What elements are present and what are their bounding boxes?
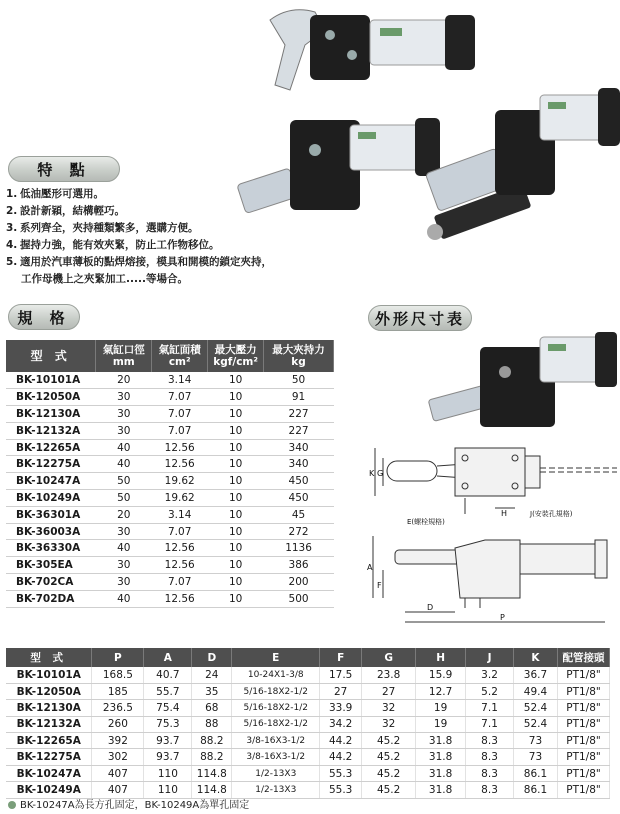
spec-value-cell: 40 bbox=[96, 456, 152, 473]
dim-value-cell: 68 bbox=[192, 700, 232, 716]
spec-value-cell: 227 bbox=[264, 406, 334, 423]
spec-value-cell: 10 bbox=[208, 406, 264, 423]
dim-model-cell: BK-12050A bbox=[6, 683, 92, 699]
spec-value-cell: 12.56 bbox=[152, 557, 208, 574]
spec-value-cell: 19.62 bbox=[152, 473, 208, 490]
dim-value-cell: PT1/8" bbox=[557, 716, 609, 732]
dim-label-P: P bbox=[500, 613, 505, 622]
clamp-photo-top bbox=[270, 10, 475, 90]
dim-table-row bbox=[6, 700, 610, 716]
dimension-drawing-top-view bbox=[355, 436, 620, 528]
dim-label-E: E(螺栓規格) bbox=[407, 518, 445, 526]
footnote: BK-10247A為長方孔固定，BK-10249A為單孔固定 bbox=[8, 796, 249, 811]
spec-table-row bbox=[6, 389, 334, 406]
dim-label-K: K bbox=[369, 469, 375, 478]
dim-value-cell: 7.1 bbox=[466, 700, 514, 716]
spec-table-row bbox=[6, 506, 334, 523]
spec-value-cell: 10 bbox=[208, 540, 264, 557]
dim-value-cell: 3.2 bbox=[466, 667, 514, 683]
dim-value-cell: 1/2-13X3 bbox=[232, 782, 320, 798]
dim-label-A: A bbox=[367, 563, 373, 572]
spec-value-cell: 10 bbox=[208, 523, 264, 540]
spec-model-cell: BK-10247A bbox=[6, 473, 96, 490]
spec-value-cell: 10 bbox=[208, 439, 264, 456]
dim-header-cell: 型 式 bbox=[6, 648, 92, 667]
spec-value-cell: 10 bbox=[208, 473, 264, 490]
spec-table-row bbox=[6, 456, 334, 473]
dim-value-cell: 31.8 bbox=[416, 749, 466, 765]
dim-value-cell: 88 bbox=[192, 716, 232, 732]
dim-value-cell: 45.2 bbox=[362, 782, 416, 798]
dim-value-cell: 407 bbox=[92, 765, 144, 781]
spec-model-cell: BK-10249A bbox=[6, 490, 96, 507]
feature-item-continuation: 工作母機上之夾緊加工.....等場合。 bbox=[21, 273, 188, 285]
dim-table-row bbox=[6, 667, 610, 683]
spec-value-cell: 50 bbox=[264, 372, 334, 389]
dim-value-cell: 55.7 bbox=[144, 683, 192, 699]
spec-value-cell: 10 bbox=[208, 389, 264, 406]
dim-value-cell: 55.3 bbox=[320, 765, 362, 781]
spec-table-row bbox=[6, 540, 334, 557]
features-heading: 特 點 bbox=[8, 156, 120, 182]
spec-value-cell: 7.07 bbox=[152, 389, 208, 406]
spec-value-cell: 12.56 bbox=[152, 590, 208, 607]
dim-value-cell: 52.4 bbox=[514, 700, 558, 716]
dim-value-cell: 3/8-16X3-1/2 bbox=[232, 733, 320, 749]
dim-value-cell: 93.7 bbox=[144, 749, 192, 765]
spec-value-cell: 10 bbox=[208, 456, 264, 473]
dim-value-cell: 5/16-18X2-1/2 bbox=[232, 683, 320, 699]
spec-value-cell: 50 bbox=[96, 473, 152, 490]
dim-value-cell: 260 bbox=[92, 716, 144, 732]
spec-value-cell: 30 bbox=[96, 557, 152, 574]
spec-value-cell: 20 bbox=[96, 506, 152, 523]
dim-header-cell: A bbox=[144, 648, 192, 667]
spec-value-cell: 272 bbox=[264, 523, 334, 540]
dim-value-cell: 73 bbox=[514, 733, 558, 749]
dim-label-G: G bbox=[377, 469, 384, 478]
dim-value-cell: 88.2 bbox=[192, 733, 232, 749]
spec-table-row bbox=[6, 439, 334, 456]
dimensions-heading: 外形尺寸表 bbox=[368, 305, 472, 331]
header-area: 氣缸面積 cm² bbox=[152, 340, 208, 372]
dim-label-H: H bbox=[501, 509, 508, 518]
dim-value-cell: 31.8 bbox=[416, 765, 466, 781]
spec-value-cell: 10 bbox=[208, 590, 264, 607]
dim-model-cell: BK-12130A bbox=[6, 700, 92, 716]
spec-value-cell: 30 bbox=[96, 574, 152, 591]
spec-value-cell: 45 bbox=[264, 506, 334, 523]
spec-table-row bbox=[6, 372, 334, 389]
dim-value-cell: 12.7 bbox=[416, 683, 466, 699]
dim-value-cell: 236.5 bbox=[92, 700, 144, 716]
spec-value-cell: 12.56 bbox=[152, 456, 208, 473]
dim-header-cell: J bbox=[466, 648, 514, 667]
spec-value-cell: 386 bbox=[264, 557, 334, 574]
feature-item: 1. 低油壓形可選用。 bbox=[6, 188, 104, 200]
spec-value-cell: 30 bbox=[96, 406, 152, 423]
dimension-table bbox=[6, 648, 610, 799]
spec-model-cell: BK-12132A bbox=[6, 422, 96, 439]
dim-label-D: D bbox=[427, 603, 434, 612]
dim-value-cell: 5.2 bbox=[466, 683, 514, 699]
spec-table-row bbox=[6, 473, 334, 490]
dim-value-cell: 27 bbox=[320, 683, 362, 699]
dim-value-cell: 110 bbox=[144, 782, 192, 798]
spec-value-cell: 7.07 bbox=[152, 523, 208, 540]
spec-value-cell: 10 bbox=[208, 574, 264, 591]
spec-value-cell: 7.07 bbox=[152, 406, 208, 423]
dim-value-cell: 32 bbox=[362, 700, 416, 716]
spec-value-cell: 1136 bbox=[264, 540, 334, 557]
spec-value-cell: 10 bbox=[208, 422, 264, 439]
dim-value-cell: 31.8 bbox=[416, 782, 466, 798]
dim-value-cell: PT1/8" bbox=[557, 700, 609, 716]
spec-value-cell: 10 bbox=[208, 557, 264, 574]
dim-value-cell: 40.7 bbox=[144, 667, 192, 683]
dim-value-cell: 75.4 bbox=[144, 700, 192, 716]
dimension-photo bbox=[410, 332, 620, 434]
dim-value-cell: 86.1 bbox=[514, 782, 558, 798]
spec-model-cell: BK-12050A bbox=[6, 389, 96, 406]
dim-value-cell: 88.2 bbox=[192, 749, 232, 765]
dim-model-cell: BK-10249A bbox=[6, 782, 92, 798]
spec-value-cell: 200 bbox=[264, 574, 334, 591]
dim-value-cell: 45.2 bbox=[362, 765, 416, 781]
dim-model-cell: BK-10247A bbox=[6, 765, 92, 781]
dim-value-cell: 34.2 bbox=[320, 716, 362, 732]
feature-item: 3. 系列齊全，夾持種類繁多，選購方便。 bbox=[6, 222, 199, 234]
spec-value-cell: 40 bbox=[96, 439, 152, 456]
dim-value-cell: 33.9 bbox=[320, 700, 362, 716]
dim-value-cell: 8.3 bbox=[466, 782, 514, 798]
spec-value-cell: 500 bbox=[264, 590, 334, 607]
spec-model-cell: BK-305EA bbox=[6, 557, 96, 574]
spec-value-cell: 340 bbox=[264, 456, 334, 473]
dim-value-cell: 15.9 bbox=[416, 667, 466, 683]
spec-value-cell: 40 bbox=[96, 540, 152, 557]
header-model: 型 式 bbox=[6, 340, 96, 372]
dim-value-cell: 44.2 bbox=[320, 733, 362, 749]
spec-value-cell: 227 bbox=[264, 422, 334, 439]
dim-value-cell: 5/16-18X2-1/2 bbox=[232, 716, 320, 732]
spec-model-cell: BK-36003A bbox=[6, 523, 96, 540]
spec-value-cell: 10 bbox=[208, 490, 264, 507]
spec-table-row bbox=[6, 523, 334, 540]
dim-value-cell: 45.2 bbox=[362, 733, 416, 749]
spec-value-cell: 30 bbox=[96, 422, 152, 439]
dim-value-cell: 8.3 bbox=[466, 733, 514, 749]
dim-value-cell: PT1/8" bbox=[557, 667, 609, 683]
spec-value-cell: 20 bbox=[96, 372, 152, 389]
spec-table bbox=[6, 340, 334, 608]
spec-value-cell: 50 bbox=[96, 490, 152, 507]
dim-value-cell: 23.8 bbox=[362, 667, 416, 683]
spec-value-cell: 91 bbox=[264, 389, 334, 406]
spec-model-cell: BK-702CA bbox=[6, 574, 96, 591]
spec-table-row bbox=[6, 406, 334, 423]
dim-value-cell: 168.5 bbox=[92, 667, 144, 683]
dim-value-cell: 185 bbox=[92, 683, 144, 699]
dim-value-cell: 55.3 bbox=[320, 782, 362, 798]
spec-value-cell: 40 bbox=[96, 590, 152, 607]
dim-value-cell: 1/2-13X3 bbox=[232, 765, 320, 781]
dim-value-cell: PT1/8" bbox=[557, 749, 609, 765]
spec-value-cell: 3.14 bbox=[152, 506, 208, 523]
dim-value-cell: 36.7 bbox=[514, 667, 558, 683]
spec-value-cell: 7.07 bbox=[152, 422, 208, 439]
feature-item: 5. 適用於汽車薄板的點焊熔接，模具和開模的鎖定夾持， bbox=[6, 256, 272, 268]
dim-value-cell: PT1/8" bbox=[557, 733, 609, 749]
dim-value-cell: 114.8 bbox=[192, 765, 232, 781]
dim-header-cell: P bbox=[92, 648, 144, 667]
spec-value-cell: 30 bbox=[96, 389, 152, 406]
spec-value-cell: 12.56 bbox=[152, 540, 208, 557]
spec-value-cell: 19.62 bbox=[152, 490, 208, 507]
dim-value-cell: PT1/8" bbox=[557, 683, 609, 699]
spec-model-cell: BK-36301A bbox=[6, 506, 96, 523]
dim-value-cell: 86.1 bbox=[514, 765, 558, 781]
dim-model-cell: BK-12275A bbox=[6, 749, 92, 765]
dim-model-cell: BK-12132A bbox=[6, 716, 92, 732]
spec-value-cell: 10 bbox=[208, 506, 264, 523]
dim-table-row bbox=[6, 733, 610, 749]
feature-list bbox=[6, 186, 336, 288]
dim-value-cell: 3/8-16X3-1/2 bbox=[232, 749, 320, 765]
dim-header-cell: D bbox=[192, 648, 232, 667]
spec-table-row bbox=[6, 490, 334, 507]
spec-value-cell: 30 bbox=[96, 523, 152, 540]
dim-value-cell: 5/16-18X2-1/2 bbox=[232, 700, 320, 716]
bullet-dot-icon bbox=[8, 801, 16, 809]
dim-model-cell: BK-10101A bbox=[6, 667, 92, 683]
dim-value-cell: 35 bbox=[192, 683, 232, 699]
spec-model-cell: BK-12275A bbox=[6, 456, 96, 473]
dim-header-cell: G bbox=[362, 648, 416, 667]
spec-table-row bbox=[6, 422, 334, 439]
dim-model-cell: BK-12265A bbox=[6, 733, 92, 749]
dim-value-cell: PT1/8" bbox=[557, 782, 609, 798]
feature-item: 2. 設計新穎，結構輕巧。 bbox=[6, 205, 125, 217]
spec-table-row bbox=[6, 590, 334, 607]
dim-table-row bbox=[6, 765, 610, 781]
dimension-drawing-side-view bbox=[355, 530, 620, 630]
dim-value-cell: 17.5 bbox=[320, 667, 362, 683]
header-pressure: 最大壓力 kgf/cm² bbox=[208, 340, 264, 372]
dim-value-cell: 93.7 bbox=[144, 733, 192, 749]
spec-model-cell: BK-36330A bbox=[6, 540, 96, 557]
dim-value-cell: 407 bbox=[92, 782, 144, 798]
dim-value-cell: 392 bbox=[92, 733, 144, 749]
dim-value-cell: PT1/8" bbox=[557, 765, 609, 781]
spec-value-cell: 7.07 bbox=[152, 574, 208, 591]
dim-label-J: J(安裝孔規格) bbox=[530, 510, 573, 518]
dim-table-row bbox=[6, 683, 610, 699]
spec-table-row bbox=[6, 574, 334, 591]
dim-value-cell: 7.1 bbox=[466, 716, 514, 732]
header-force: 最大夾持力 kg bbox=[264, 340, 334, 372]
spec-model-cell: BK-10101A bbox=[6, 372, 96, 389]
spec-table-row bbox=[6, 557, 334, 574]
dim-value-cell: 52.4 bbox=[514, 716, 558, 732]
dim-header-cell: 配管接頭 bbox=[557, 648, 609, 667]
spec-value-cell: 10 bbox=[208, 372, 264, 389]
dim-header-cell: F bbox=[320, 648, 362, 667]
dim-header-cell: H bbox=[416, 648, 466, 667]
dimension-table-header bbox=[6, 648, 610, 667]
dim-header-cell: E bbox=[232, 648, 320, 667]
dim-value-cell: 31.8 bbox=[416, 733, 466, 749]
header-bore: 氣缸口徑 mm bbox=[96, 340, 152, 372]
dim-value-cell: 8.3 bbox=[466, 765, 514, 781]
spec-value-cell: 12.56 bbox=[152, 439, 208, 456]
clamp-photo-right bbox=[425, 88, 620, 240]
spec-value-cell: 3.14 bbox=[152, 372, 208, 389]
spec-model-cell: BK-12265A bbox=[6, 439, 96, 456]
dim-value-cell: 45.2 bbox=[362, 749, 416, 765]
specs-heading: 規 格 bbox=[8, 304, 80, 330]
dim-table-row bbox=[6, 749, 610, 765]
dim-value-cell: 32 bbox=[362, 716, 416, 732]
dim-value-cell: 110 bbox=[144, 765, 192, 781]
dim-value-cell: 24 bbox=[192, 667, 232, 683]
dim-value-cell: 27 bbox=[362, 683, 416, 699]
dim-label-F: F bbox=[377, 581, 382, 590]
spec-table-header bbox=[6, 340, 334, 372]
dim-value-cell: 73 bbox=[514, 749, 558, 765]
dim-value-cell: 49.4 bbox=[514, 683, 558, 699]
spec-value-cell: 450 bbox=[264, 490, 334, 507]
spec-value-cell: 450 bbox=[264, 473, 334, 490]
dim-value-cell: 8.3 bbox=[466, 749, 514, 765]
dim-table-row bbox=[6, 716, 610, 732]
dim-value-cell: 10-24X1-3/8 bbox=[232, 667, 320, 683]
dim-value-cell: 302 bbox=[92, 749, 144, 765]
dim-value-cell: 75.3 bbox=[144, 716, 192, 732]
spec-value-cell: 340 bbox=[264, 439, 334, 456]
dim-value-cell: 44.2 bbox=[320, 749, 362, 765]
dim-value-cell: 19 bbox=[416, 716, 466, 732]
dim-value-cell: 114.8 bbox=[192, 782, 232, 798]
spec-model-cell: BK-12130A bbox=[6, 406, 96, 423]
dim-value-cell: 19 bbox=[416, 700, 466, 716]
spec-model-cell: BK-702DA bbox=[6, 590, 96, 607]
feature-item: 4. 握持力強，能有效夾緊，防止工作物移位。 bbox=[6, 239, 220, 251]
dim-header-cell: K bbox=[514, 648, 558, 667]
